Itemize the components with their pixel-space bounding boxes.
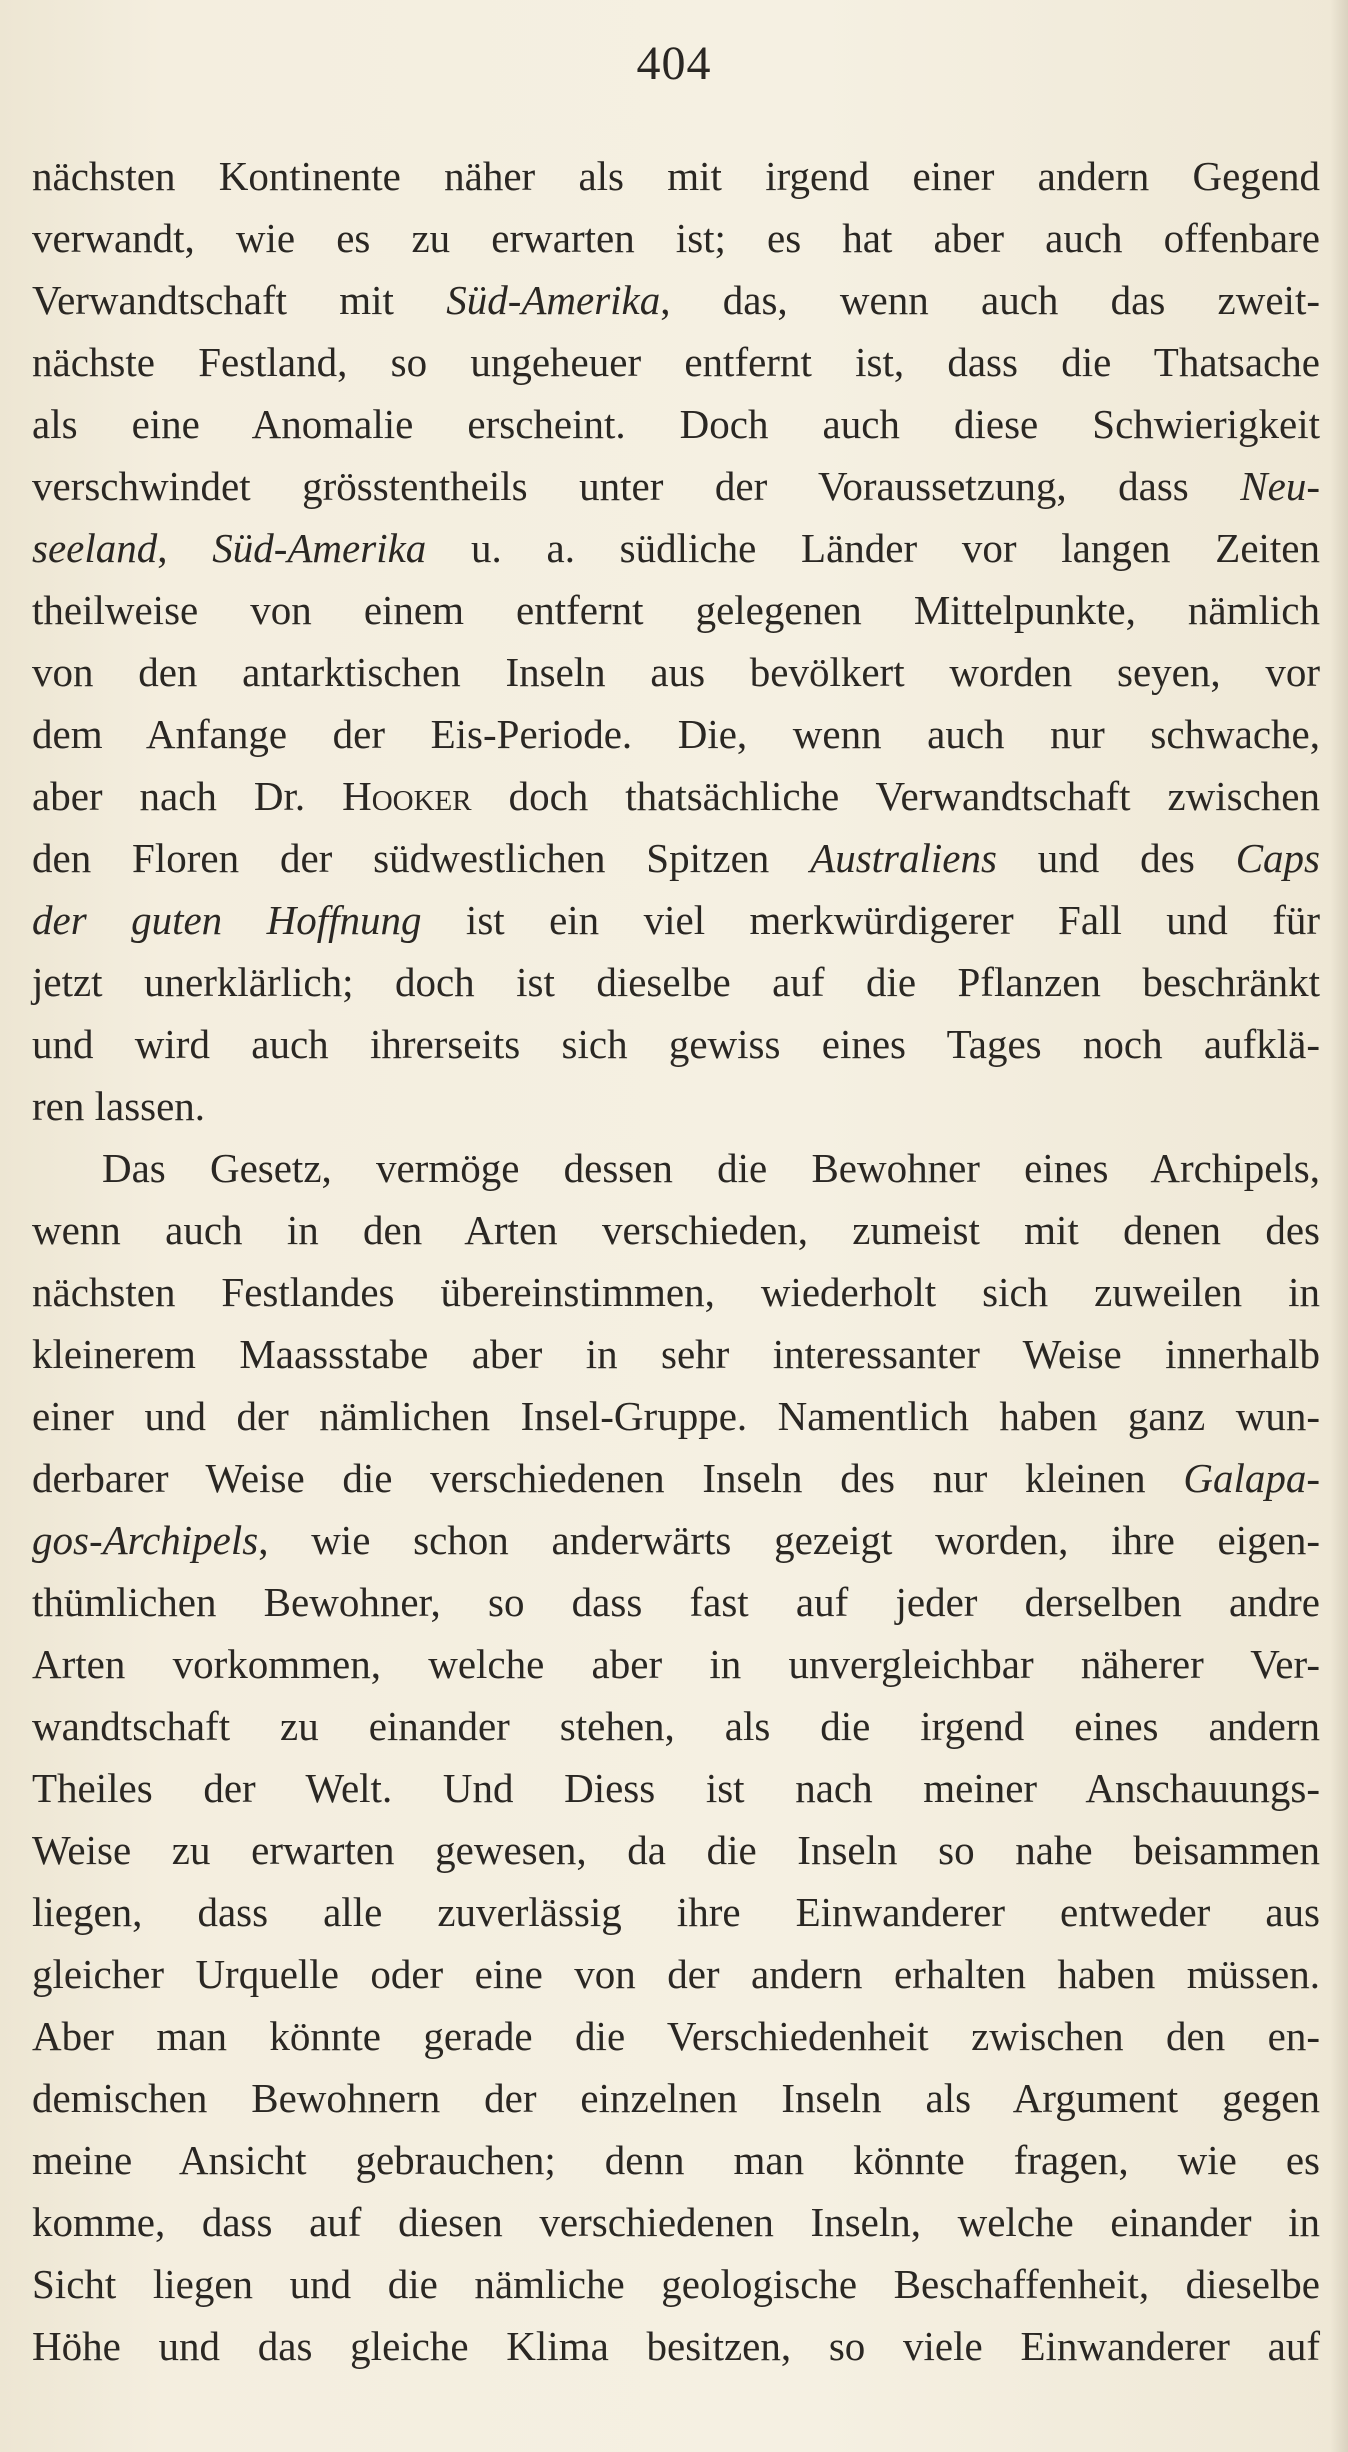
italic-text-segment: Süd-Amerika	[212, 525, 427, 571]
text-segment: verwandt, wie es zu erwarten ist; es hat aber auch offenbare	[32, 215, 1320, 261]
text-segment: theilweise von einem entfernt gelegenen Mittelpunkte, nämlich	[32, 587, 1320, 633]
text-line	[32, 579, 1320, 641]
text-line	[32, 1695, 1320, 1757]
body-text	[32, 145, 1320, 2377]
text-line	[32, 269, 1320, 331]
text-line	[32, 1013, 1320, 1075]
text-line	[32, 951, 1320, 1013]
text-line	[32, 1137, 1320, 1199]
text-segment: und des	[996, 835, 1236, 881]
text-segment: nächsten Festlandes übereinstimmen, wiederholt sich zuweilen in	[32, 1269, 1320, 1315]
text-line	[32, 1633, 1320, 1695]
text-segment: dem Anfange der Eis-Periode. Die, wenn auch nur schwache,	[32, 711, 1320, 757]
text-line	[32, 2315, 1320, 2377]
text-segment: liegen, dass alle zuverlässig ihre Einwanderer entweder aus	[32, 1889, 1320, 1935]
text-segment: Verwandtschaft mit	[32, 277, 447, 323]
text-segment: wenn auch in den Arten verschieden, zumeist mit denen des	[32, 1207, 1320, 1253]
text-line	[32, 145, 1320, 207]
text-line	[32, 2253, 1320, 2315]
italic-text-segment: seeland	[32, 525, 158, 571]
text-line	[32, 455, 1320, 517]
text-line	[32, 1323, 1320, 1385]
text-segment: komme, dass auf diesen verschiedenen Inseln, welche einander in	[32, 2199, 1320, 2245]
text-line	[32, 1385, 1320, 1447]
italic-text-segment: Süd-Amerika	[446, 277, 661, 323]
text-segment: Theiles der Welt. Und Diess ist nach meiner Anschauungs-	[32, 1765, 1320, 1811]
italic-text-segment: Galapa-	[1183, 1455, 1320, 1501]
text-line	[32, 2067, 1320, 2129]
text-segment: Aber man könnte gerade die Verschiedenheit zwischen den en-	[32, 2013, 1320, 2059]
text-line	[32, 703, 1320, 765]
text-line	[32, 1881, 1320, 1943]
text-line	[32, 765, 1320, 827]
text-line	[32, 2191, 1320, 2253]
text-segment: Arten vorkommen, welche aber in unvergleichbar näherer Ver-	[32, 1641, 1320, 1687]
text-segment: und wird auch ihrerseits sich gewiss eines Tages noch aufklä-	[32, 1021, 1320, 1067]
text-segment: jetzt unerklärlich; doch ist dieselbe auf die Pflanzen beschränkt	[32, 959, 1320, 1005]
text-segment: derbarer Weise die verschiedenen Inseln des nur kleinen	[32, 1455, 1184, 1501]
italic-text-segment: Caps	[1235, 835, 1320, 881]
italic-text-segment: gos-Archipels	[32, 1517, 259, 1563]
text-segment: doch thatsächliche Verwandtschaft zwischen	[471, 773, 1320, 819]
text-line	[32, 1571, 1320, 1633]
text-segment: demischen Bewohnern der einzelnen Inseln als Argument gegen	[32, 2075, 1320, 2121]
text-segment: ren lassen.	[32, 1083, 206, 1129]
text-segment: Höhe und das gleiche Klima besitzen, so viele Einwanderer auf	[32, 2323, 1320, 2369]
italic-text-segment: Australiens	[810, 835, 997, 881]
text-line	[32, 1199, 1320, 1261]
text-segment: einer und der nämlichen Insel-Gruppe. Namentlich haben ganz wun-	[32, 1393, 1320, 1439]
text-segment: aber nach Dr.	[32, 773, 343, 819]
page-edge-shadow	[1330, 0, 1348, 2452]
text-segment: nächste Festland, so ungeheuer entfernt ist, dass die Thatsache	[32, 339, 1320, 385]
text-line	[32, 1757, 1320, 1819]
page-number: 404	[636, 37, 712, 90]
text-line	[32, 889, 1320, 951]
italic-text-segment: der guten Hoffnung	[32, 897, 422, 943]
text-segment: u. a. südliche Länder vor langen Zeiten	[426, 525, 1320, 571]
text-line	[32, 517, 1320, 579]
text-segment: wandtschaft zu einander stehen, als die irgend eines andern	[32, 1703, 1320, 1749]
text-segment: als eine Anomalie erscheint. Doch auch diese Schwierigkeit	[32, 401, 1320, 447]
text-line	[32, 1447, 1320, 1509]
text-segment: , wie schon anderwärts gezeigt worden, ihre eigen-	[258, 1517, 1320, 1563]
text-segment: thümlichen Bewohner, so dass fast auf jeder derselben andre	[32, 1579, 1320, 1625]
text-segment: ,	[157, 525, 213, 571]
text-line	[32, 827, 1320, 889]
text-line	[32, 331, 1320, 393]
text-line	[32, 207, 1320, 269]
text-segment: von den antarktischen Inseln aus bevölkert worden seyen, vor	[32, 649, 1320, 695]
text-line	[32, 1509, 1320, 1571]
text-line	[32, 1261, 1320, 1323]
text-segment: den Floren der südwestlichen Spitzen	[32, 835, 811, 881]
text-line	[32, 2129, 1320, 2191]
text-line	[32, 393, 1320, 455]
text-line	[32, 2005, 1320, 2067]
text-segment: Weise zu erwarten gewesen, da die Inseln so nahe beisammen	[32, 1827, 1320, 1873]
text-segment: nächsten Kontinente näher als mit irgend einer andern Gegend	[32, 153, 1320, 199]
small-caps-name: Hooker	[342, 773, 472, 819]
text-segment: gleicher Urquelle oder eine von der andern erhalten haben müssen.	[32, 1951, 1320, 1997]
text-line	[32, 1075, 1320, 1137]
text-segment: meine Ansicht gebrauchen; denn man könnte fragen, wie es	[32, 2137, 1320, 2183]
text-line	[32, 1819, 1320, 1881]
text-segment: Das Gesetz, vermöge dessen die Bewohner eines Archipels,	[102, 1145, 1320, 1191]
text-line	[32, 641, 1320, 703]
text-line	[32, 1943, 1320, 2005]
text-segment: Sicht liegen und die nämliche geologische Beschaffenheit, dieselbe	[32, 2261, 1320, 2307]
text-segment: verschwindet grösstentheils unter der Voraussetzung, dass	[32, 463, 1241, 509]
text-segment: kleinerem Maassstabe aber in sehr interessanter Weise innerhalb	[32, 1331, 1320, 1377]
text-segment: ist ein viel merkwürdigerer Fall und für	[421, 897, 1320, 943]
italic-text-segment: Neu-	[1240, 463, 1320, 509]
text-segment: , das, wenn auch das zweit-	[660, 277, 1320, 323]
